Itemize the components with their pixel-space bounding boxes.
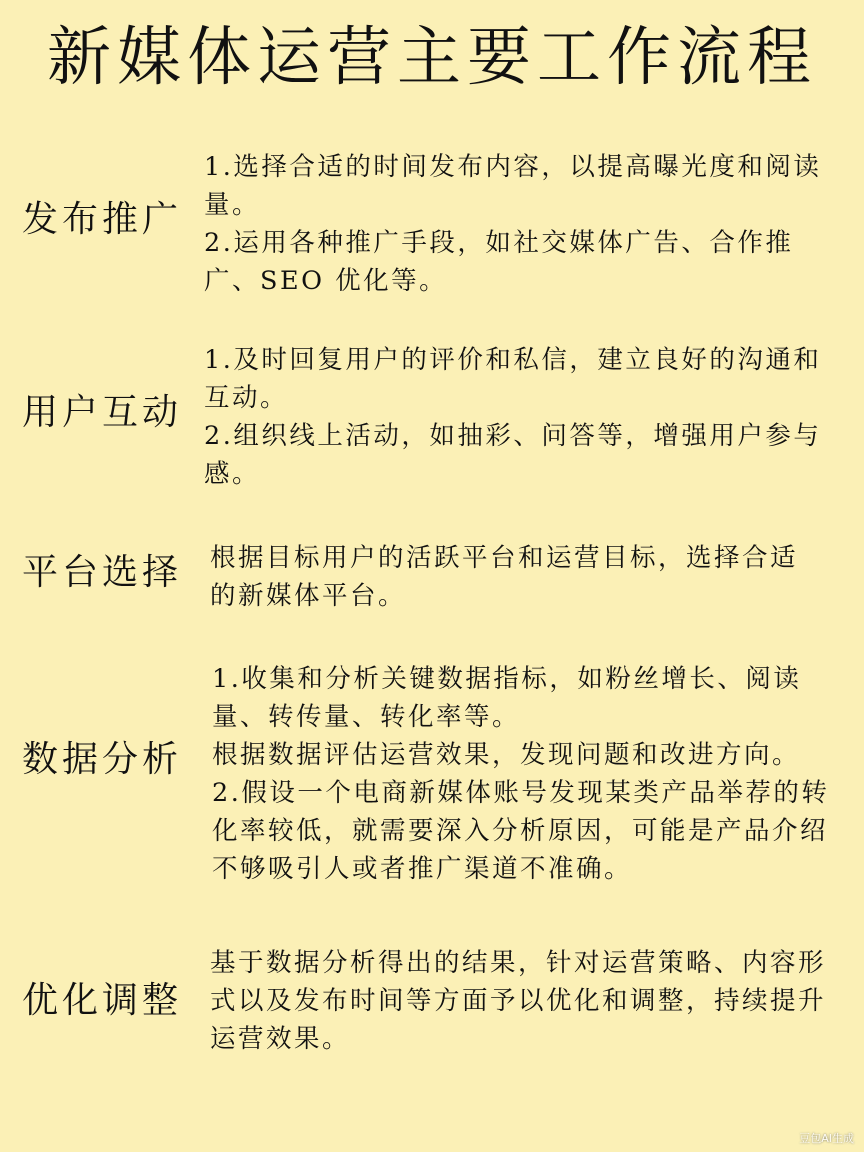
content-line: 基于数据分析得出的结果，针对运营策略、内容形式以及发布时间等方面予以优化和调整，持续提升运营效果。 [210,948,827,1054]
section-label-user-interaction: 用户互动 [22,392,183,433]
section-content-user-interaction [204,341,830,493]
section-label-optimize-adjust: 优化调整 [22,980,183,1021]
section-label-publish-promotion: 发布推广 [22,199,183,240]
content-line: 1.收集和分析关键数据指标，如粉丝增长、阅读量、转传量、转化率等。 [212,664,802,732]
content-line: 2.假设一个电商新媒体账号发现某类产品举荐的转化率较低，就需要深入分析原因，可能是产品介绍不够吸引人或者推广渠道不准确。 [212,778,830,884]
section-label-data-analysis: 数据分析 [22,739,183,780]
content-line: 2.运用各种推广手段，如社交媒体广告、合作推广、SEO 优化等。 [204,228,794,296]
page-title: 新媒体运营主要工作流程 [47,21,817,95]
section-content-platform-selection [210,539,816,615]
section-label-platform-selection: 平台选择 [22,552,183,593]
content-line: 根据数据评估运营效果，发现问题和改进方向。 [212,740,801,770]
content-line: 2.组织线上活动，如抽彩、问答等，增强用户参与感。 [204,421,822,489]
content-line: 根据目标用户的活跃平台和运营目标，选择合适的新媒体平台。 [210,543,799,611]
section-content-data-analysis [212,660,842,888]
section-content-publish-promotion [204,148,830,300]
content-line: 1.选择合适的时间发布内容，以提高曝光度和阅读量。 [204,152,822,220]
content-line: 1.及时回复用户的评价和私信，建立良好的沟通和互动。 [204,345,822,413]
watermark: 豆包AI生成 [799,1132,854,1145]
section-content-optimize-adjust [210,944,840,1058]
